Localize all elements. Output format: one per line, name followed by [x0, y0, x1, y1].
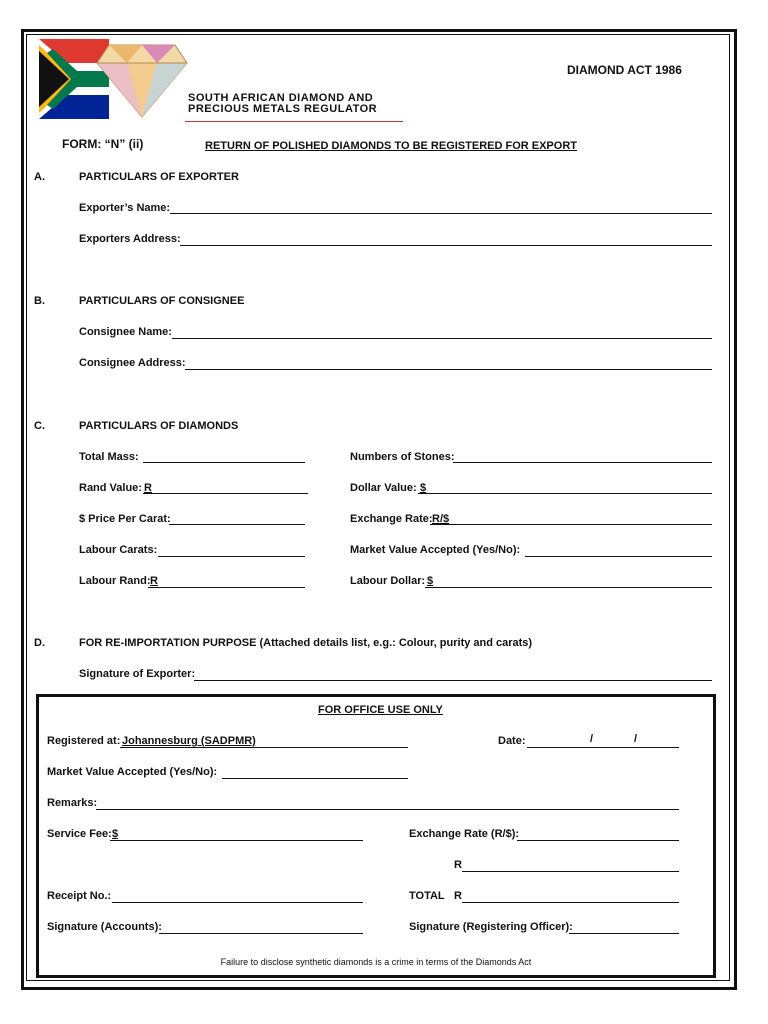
consignee-address-label: Consignee Address:: [79, 357, 186, 369]
office-exchange-rate-label: Exchange Rate (R/$):: [409, 828, 520, 840]
act-title: DIAMOND ACT 1986: [567, 63, 682, 77]
total-mass-field[interactable]: [143, 462, 305, 463]
office-market-value-field[interactable]: [222, 778, 408, 779]
dollar-value-label: Dollar Value:: [350, 482, 417, 494]
date-label: Date:: [498, 735, 526, 747]
exporter-name-label: Exporter’s Name:: [79, 202, 171, 214]
footer-notice: Failure to disclose synthetic diamonds is a crime in terms of the Diamonds Act: [220, 957, 532, 967]
rand-value-prefix: R: [144, 482, 152, 494]
form-title: RETURN OF POLISHED DIAMONDS TO BE REGISTERED FOR EXPORT: [205, 140, 577, 152]
sadpmr-logo-icon: [37, 37, 192, 123]
num-stones-field[interactable]: [453, 462, 712, 463]
form-code: FORM: “N” (ii): [62, 137, 144, 151]
date-separator-1: /: [590, 733, 594, 745]
market-value-field[interactable]: [525, 556, 712, 557]
receipt-no-field[interactable]: [112, 902, 363, 903]
regulator-line-2: PRECIOUS METALS REGULATOR: [188, 103, 378, 115]
exporter-name-field[interactable]: [170, 213, 712, 214]
office-use-title: FOR OFFICE USE ONLY: [318, 704, 443, 716]
total-prefix: R: [454, 890, 462, 902]
labour-dollar-field[interactable]: [425, 587, 712, 588]
exporter-signature-field[interactable]: [194, 680, 712, 681]
labour-rand-label: Labour Rand:: [79, 575, 151, 587]
labour-dollar-prefix: $: [427, 575, 434, 587]
price-per-carat-label: $ Price Per Carat:: [79, 513, 171, 525]
regulator-name: [188, 93, 377, 115]
rand-value-label: Rand Value:: [79, 482, 142, 494]
signature-accounts-field[interactable]: [159, 933, 363, 934]
labour-rand-field[interactable]: [148, 587, 305, 588]
section-a-letter: A.: [34, 171, 45, 183]
section-c-letter: C.: [34, 420, 45, 432]
service-fee-prefix: $: [112, 828, 119, 840]
exporter-address-field[interactable]: [180, 245, 712, 246]
dollar-value-field[interactable]: [418, 493, 712, 494]
labour-carats-field[interactable]: [158, 556, 305, 557]
rand-value-field[interactable]: [143, 493, 308, 494]
consignee-address-field[interactable]: [185, 369, 712, 370]
consignee-name-label: Consignee Name:: [79, 326, 172, 338]
exchange-rate-field[interactable]: [430, 524, 712, 525]
date-separator-2: /: [634, 733, 638, 745]
rand-amount-label: R: [454, 859, 462, 871]
section-c-title: PARTICULARS OF DIAMONDS: [79, 420, 239, 432]
signature-accounts-label: Signature (Accounts):: [47, 921, 162, 933]
total-label: TOTAL: [409, 890, 445, 902]
total-field[interactable]: [462, 902, 679, 903]
section-d-title: FOR RE-IMPORTATION PURPOSE (Attached details list, e.g.: Colour, purity and carats): [79, 637, 533, 649]
signature-officer-label: Signature (Registering Officer):: [409, 921, 573, 933]
dollar-value-prefix: $: [420, 482, 427, 494]
price-per-carat-field[interactable]: [169, 524, 305, 525]
south-african-flag-icon: [39, 39, 113, 119]
signature-officer-field[interactable]: [569, 933, 679, 934]
registered-at-label: Registered at:: [47, 735, 121, 747]
office-exchange-rate-field[interactable]: [517, 840, 679, 841]
exchange-rate-prefix: R/$: [432, 513, 450, 525]
exchange-rate-label: Exchange Rate:: [350, 513, 433, 525]
labour-carats-label: Labour Carats:: [79, 544, 158, 556]
total-mass-label: Total Mass:: [79, 451, 139, 463]
service-fee-label: Service Fee:: [47, 828, 112, 840]
market-value-label: Market Value Accepted (Yes/No):: [350, 544, 521, 556]
section-a-title: PARTICULARS OF EXPORTER: [79, 171, 239, 183]
num-stones-label: Numbers of Stones:: [350, 451, 455, 463]
date-field[interactable]: [527, 747, 679, 748]
section-b-title: PARTICULARS OF CONSIGNEE: [79, 295, 245, 307]
rand-amount-field[interactable]: [462, 871, 679, 872]
remarks-field[interactable]: [96, 809, 679, 810]
exporter-address-label: Exporters Address:: [79, 233, 181, 245]
remarks-label: Remarks:: [47, 797, 98, 809]
receipt-no-label: Receipt No.:: [47, 890, 112, 902]
service-fee-field[interactable]: [110, 840, 363, 841]
registered-at-field[interactable]: [120, 747, 408, 748]
labour-rand-prefix: R: [150, 575, 158, 587]
section-d-letter: D.: [34, 637, 45, 649]
consignee-name-field[interactable]: [172, 338, 712, 339]
labour-dollar-label: Labour Dollar:: [350, 575, 426, 587]
exporter-signature-label: Signature of Exporter:: [79, 668, 196, 680]
registered-at-value: Johannesburg (SADPMR): [122, 735, 256, 747]
regulator-line-1: SOUTH AFRICAN DIAMOND AND: [188, 92, 374, 104]
section-b-letter: B.: [34, 295, 45, 307]
office-market-value-label: Market Value Accepted (Yes/No):: [47, 766, 218, 778]
regulator-underline: [185, 121, 403, 122]
